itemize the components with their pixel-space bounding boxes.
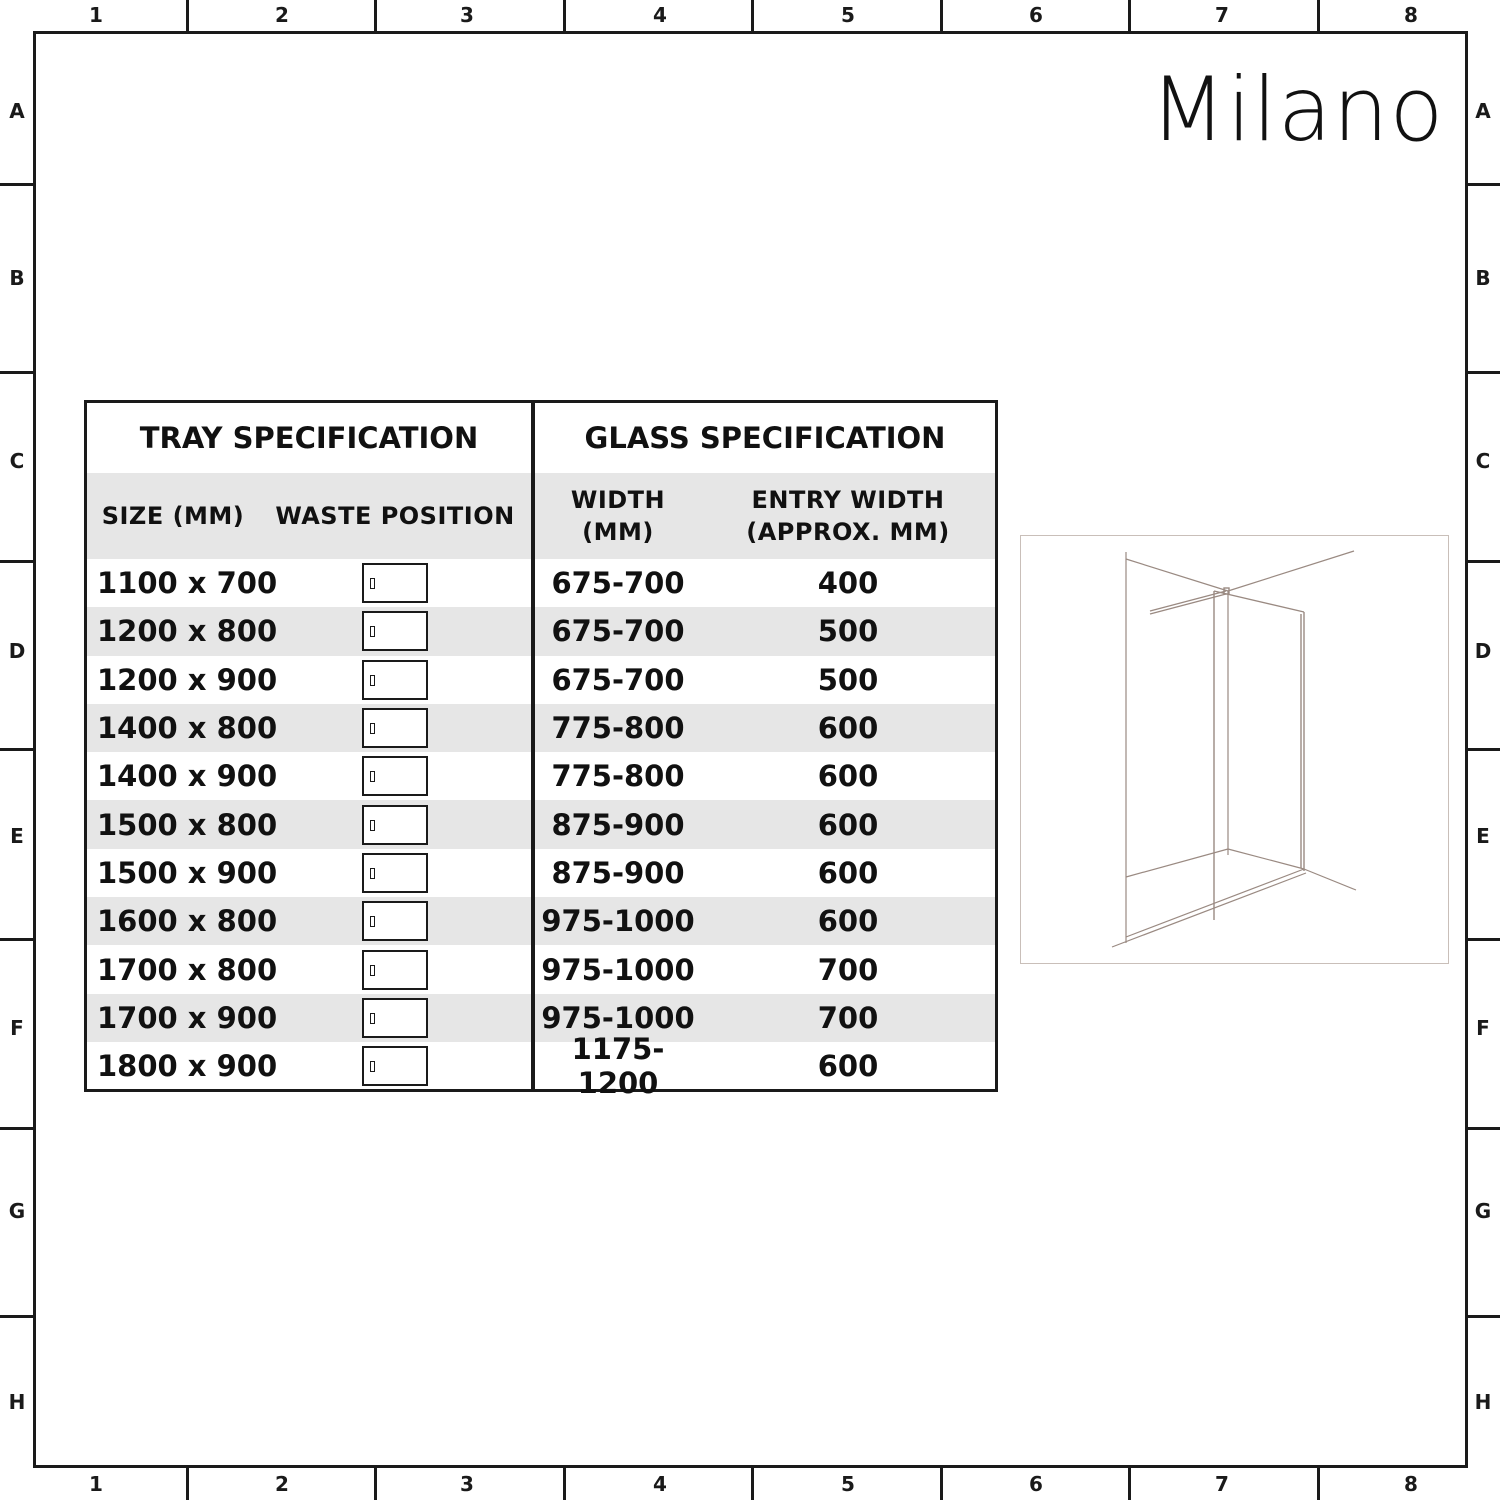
- row-tick-right: [1467, 560, 1500, 563]
- tray-row: [87, 704, 531, 752]
- tray-size-cell: 1400 x 900: [97, 759, 278, 794]
- waste-position-icon: [362, 805, 428, 845]
- row-label-right: E: [1476, 824, 1490, 848]
- column-tick-bottom: [1128, 1467, 1131, 1500]
- row-label-right: D: [1474, 639, 1492, 663]
- row-tick-right: [1467, 748, 1500, 751]
- tray-row: [87, 607, 531, 655]
- column-tick-top: [1317, 0, 1320, 33]
- tray-row: [87, 897, 531, 945]
- glass-panel: [1150, 588, 1304, 920]
- column-label-bottom: 6: [1029, 1472, 1043, 1496]
- glass-width-cell: 975-1000: [541, 952, 695, 987]
- column-tick-bottom: [374, 1467, 377, 1500]
- waste-outlet-icon: [370, 868, 375, 879]
- width-header-line2: (MM): [582, 518, 654, 546]
- column-tick-top: [940, 0, 943, 33]
- border-left-line: [33, 31, 36, 1468]
- waste-outlet-icon: [370, 1013, 375, 1024]
- row-tick-left: [0, 560, 33, 563]
- glass-width-cell: 975-1000: [541, 904, 695, 939]
- waste-position-cell: [259, 611, 531, 651]
- column-label-top: 4: [653, 3, 667, 27]
- waste-position-cell: [259, 708, 531, 748]
- column-tick-bottom: [186, 1467, 189, 1500]
- glass-row: [535, 1032, 995, 1101]
- column-label-bottom: 2: [275, 1472, 289, 1496]
- row-label-left: G: [8, 1199, 26, 1223]
- tray-row: [87, 849, 531, 897]
- row-tick-left: [0, 183, 33, 186]
- room-lines: [1112, 551, 1356, 947]
- column-label-top: 8: [1404, 3, 1418, 27]
- shower-screen-diagram: [1020, 535, 1449, 964]
- glass-width-cell: 675-700: [551, 614, 685, 649]
- tray-row: [87, 752, 531, 800]
- glass-width-cell: 875-900: [551, 855, 685, 890]
- tray-size-cell: 1500 x 800: [97, 807, 278, 842]
- tray-size-cell: 1200 x 900: [97, 662, 278, 697]
- glass-specification-table: [532, 400, 998, 1101]
- entry-width-cell: 600: [817, 904, 879, 939]
- glass-row: [535, 945, 995, 993]
- row-label-left: D: [8, 639, 26, 663]
- tray-header-row: [87, 473, 531, 559]
- entry-width-cell: 600: [817, 855, 879, 890]
- row-label-left: B: [9, 266, 25, 290]
- column-label-top: 3: [460, 3, 474, 27]
- size-header: SIZE (MM): [101, 502, 245, 530]
- column-label-bottom: 7: [1215, 1472, 1229, 1496]
- entry-header-line1: ENTRY WIDTH: [751, 486, 945, 514]
- waste-outlet-icon: [370, 578, 375, 589]
- tray-row: [87, 800, 531, 848]
- glass-width-cell: 875-900: [551, 807, 685, 842]
- waste-position-cell: [259, 853, 531, 893]
- row-label-left: E: [10, 824, 24, 848]
- glass-rows: [535, 559, 995, 1101]
- glass-header-row: [535, 473, 995, 559]
- tray-size-cell: 1700 x 900: [97, 1000, 278, 1035]
- column-tick-bottom: [940, 1467, 943, 1500]
- column-tick-top: [751, 0, 754, 33]
- tray-size-cell: 1400 x 800: [97, 711, 278, 746]
- column-label-bottom: 4: [653, 1472, 667, 1496]
- glass-title: GLASS SPECIFICATION: [584, 421, 946, 455]
- waste-position-cell: [259, 950, 531, 990]
- column-tick-top: [186, 0, 189, 33]
- glass-row: [535, 800, 995, 848]
- column-label-top: 7: [1215, 3, 1229, 27]
- row-label-right: A: [1475, 99, 1491, 123]
- tray-size-cell: 1200 x 800: [97, 614, 278, 649]
- waste-outlet-icon: [370, 1061, 375, 1072]
- tray-row: [87, 945, 531, 993]
- row-tick-left: [0, 371, 33, 374]
- row-label-right: C: [1475, 449, 1491, 473]
- glass-width-cell: 775-800: [551, 711, 685, 746]
- tray-rows: [87, 559, 531, 1090]
- tray-size-cell: 1600 x 800: [97, 904, 278, 939]
- row-tick-right: [1467, 371, 1500, 374]
- column-label-bottom: 3: [460, 1472, 474, 1496]
- row-label-left: F: [10, 1016, 24, 1040]
- glass-row: [535, 559, 995, 607]
- waste-outlet-icon: [370, 965, 375, 976]
- row-tick-right: [1467, 183, 1500, 186]
- glass-width-cell: 675-700: [551, 662, 685, 697]
- row-tick-right: [1467, 1315, 1500, 1318]
- entry-width-cell: 600: [817, 759, 879, 794]
- column-label-bottom: 5: [841, 1472, 855, 1496]
- brand-logo: Milano: [1150, 58, 1445, 161]
- column-tick-bottom: [751, 1467, 754, 1500]
- entry-width-cell: 600: [817, 807, 879, 842]
- tray-size-cell: 1500 x 900: [97, 855, 278, 890]
- entry-width-cell: 400: [817, 566, 879, 601]
- waste-outlet-icon: [370, 723, 375, 734]
- glass-width-cell: 675-700: [551, 566, 685, 601]
- waste-outlet-icon: [370, 916, 375, 927]
- waste-position-icon: [362, 853, 428, 893]
- diagram-frame: [1021, 536, 1449, 964]
- column-tick-bottom: [1317, 1467, 1320, 1500]
- width-header: [535, 473, 701, 559]
- waste-position-cell: [259, 660, 531, 700]
- waste-position-icon: [362, 611, 428, 651]
- row-tick-left: [0, 1127, 33, 1130]
- tray-row: [87, 656, 531, 704]
- entry-width-header: [701, 473, 995, 559]
- waste-position-icon: [362, 901, 428, 941]
- column-label-bottom: 1: [89, 1472, 103, 1496]
- border-top-line: [33, 31, 1467, 34]
- entry-width-cell: 600: [817, 711, 879, 746]
- tray-title: TRAY SPECIFICATION: [139, 421, 479, 455]
- column-tick-bottom: [563, 1467, 566, 1500]
- waste-outlet-icon: [370, 675, 375, 686]
- waste-position-icon: [362, 563, 428, 603]
- row-label-left: A: [9, 99, 25, 123]
- waste-position-icon: [362, 1046, 428, 1086]
- glass-width-cell: 1175-1200: [571, 1032, 665, 1101]
- waste-position-icon: [362, 998, 428, 1038]
- width-header-line1: WIDTH: [570, 486, 666, 514]
- column-label-top: 1: [89, 3, 103, 27]
- row-tick-right: [1467, 938, 1500, 941]
- waste-position-icon: [362, 660, 428, 700]
- column-label-top: 2: [275, 3, 289, 27]
- glass-row: [535, 849, 995, 897]
- glass-row: [535, 656, 995, 704]
- column-tick-top: [1128, 0, 1131, 33]
- waste-outlet-icon: [370, 820, 375, 831]
- tray-row: [87, 1042, 531, 1090]
- glass-width-cell: 975-1000: [541, 1000, 695, 1035]
- tray-size-cell: 1100 x 700: [97, 566, 278, 601]
- tray-row: [87, 559, 531, 607]
- tray-size-cell: 1700 x 800: [97, 952, 278, 987]
- glass-width-cell: 775-800: [551, 759, 685, 794]
- waste-position-cell: [259, 901, 531, 941]
- row-label-right: G: [1474, 1199, 1492, 1223]
- waste-position-icon: [362, 708, 428, 748]
- row-tick-left: [0, 748, 33, 751]
- waste-position-cell: [259, 1046, 531, 1086]
- row-tick-left: [0, 938, 33, 941]
- glass-row: [535, 607, 995, 655]
- tray-row: [87, 994, 531, 1042]
- glass-row: [535, 704, 995, 752]
- glass-row: [535, 897, 995, 945]
- entry-width-cell: 700: [817, 1000, 879, 1035]
- column-label-top: 6: [1029, 3, 1043, 27]
- waste-outlet-icon: [370, 626, 375, 637]
- waste-position-icon: [362, 756, 428, 796]
- waste-position-cell: [259, 563, 531, 603]
- entry-width-cell: 600: [817, 1049, 879, 1084]
- row-label-right: F: [1476, 1016, 1490, 1040]
- waste-position-cell: [259, 998, 531, 1038]
- entry-width-cell: 500: [817, 662, 879, 697]
- column-tick-top: [563, 0, 566, 33]
- waste-position-cell: [259, 805, 531, 845]
- row-label-left: C: [9, 449, 25, 473]
- entry-width-cell: 700: [817, 952, 879, 987]
- row-label-left: H: [8, 1390, 26, 1414]
- row-tick-right: [1467, 1127, 1500, 1130]
- entry-header-line2: (APPROX. MM): [746, 518, 950, 546]
- waste-position-icon: [362, 950, 428, 990]
- column-tick-top: [374, 0, 377, 33]
- waste-position-header: WASTE POSITION: [275, 502, 515, 530]
- row-label-right: B: [1475, 266, 1491, 290]
- row-tick-left: [0, 1315, 33, 1318]
- column-label-top: 5: [841, 3, 855, 27]
- tray-specification-table: [84, 400, 534, 1092]
- row-label-right: H: [1474, 1390, 1492, 1414]
- waste-position-cell: [259, 756, 531, 796]
- tray-size-cell: 1800 x 900: [97, 1049, 278, 1084]
- entry-width-cell: 500: [817, 614, 879, 649]
- waste-outlet-icon: [370, 771, 375, 782]
- column-label-bottom: 8: [1404, 1472, 1418, 1496]
- glass-row: [535, 752, 995, 800]
- border-bottom-line: [33, 1465, 1467, 1468]
